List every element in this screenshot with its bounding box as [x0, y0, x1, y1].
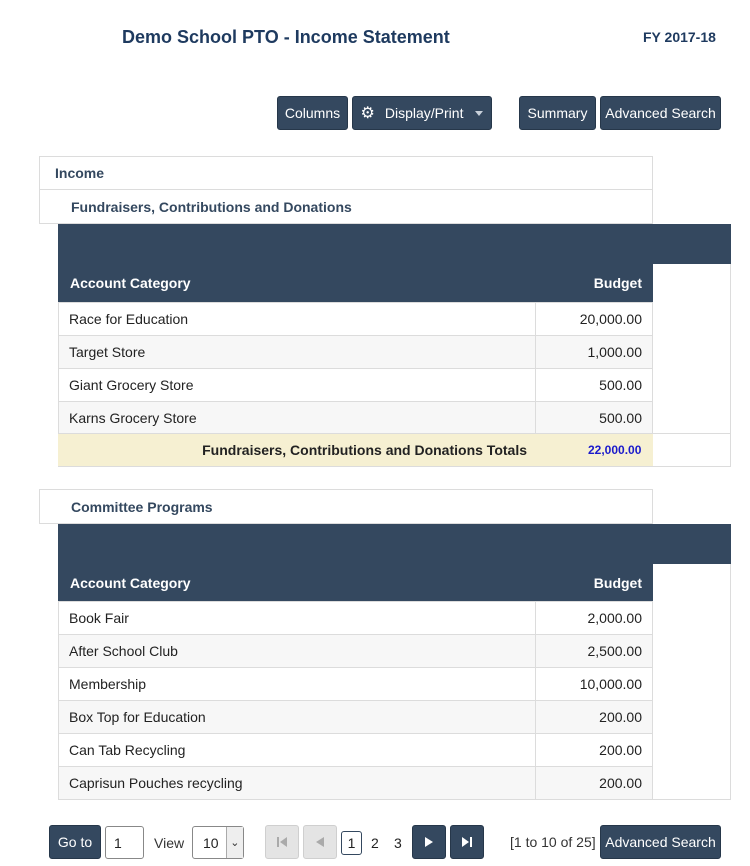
- advanced-search-bottom-button[interactable]: [600, 825, 721, 859]
- table-header: [58, 564, 653, 602]
- section-heading: Committee Programs: [71, 498, 213, 515]
- table-header: [58, 264, 653, 302]
- section-heading: Fundraisers, Contributions and Donations: [71, 198, 352, 215]
- table-row[interactable]: [59, 602, 653, 635]
- totals-label: Fundraisers, Contributions and Donations Totals: [202, 442, 527, 458]
- category-cell: Can Tab Recycling: [59, 734, 536, 767]
- table-row[interactable]: [59, 701, 653, 734]
- columns-button[interactable]: [277, 96, 348, 130]
- first-page-button[interactable]: [265, 825, 299, 859]
- table-row[interactable]: [59, 369, 653, 402]
- view-label: View: [154, 835, 185, 851]
- advanced-search-bottom-label: Advanced Search: [605, 834, 716, 850]
- go-to-button[interactable]: [49, 825, 101, 859]
- previous-page-icon: [313, 835, 327, 849]
- table-right-border: [730, 564, 731, 800]
- rows-per-page-select[interactable]: [192, 826, 244, 859]
- fundraisers-table: [58, 302, 653, 435]
- table-row[interactable]: [59, 336, 653, 369]
- col-budget[interactable]: Budget: [593, 575, 642, 591]
- totals-right-border: [730, 433, 731, 467]
- page-number-input[interactable]: [105, 826, 144, 859]
- category-cell: Box Top for Education: [59, 701, 536, 734]
- category-cell: Caprisun Pouches recycling: [59, 767, 536, 800]
- budget-cell: 500.00: [536, 402, 653, 435]
- table-top-bar: [58, 224, 731, 264]
- col-budget[interactable]: Budget: [593, 275, 642, 291]
- advanced-search-label: Advanced Search: [605, 105, 716, 121]
- committee-section: [39, 489, 653, 524]
- page-link-current[interactable]: [341, 831, 362, 855]
- chevron-down-icon: [475, 111, 483, 116]
- table-row[interactable]: [59, 767, 653, 800]
- table-row[interactable]: [59, 402, 653, 435]
- advanced-search-button[interactable]: [600, 96, 721, 130]
- table-row[interactable]: [59, 303, 653, 336]
- budget-cell: 2,500.00: [536, 635, 653, 668]
- next-page-button[interactable]: [412, 825, 446, 859]
- previous-page-button[interactable]: [303, 825, 337, 859]
- category-cell: Karns Grocery Store: [59, 402, 536, 435]
- rows-per-page-value: 10: [203, 834, 219, 851]
- table-top-bar: [58, 524, 731, 564]
- category-cell: Book Fair: [59, 602, 536, 635]
- category-cell: Membership: [59, 668, 536, 701]
- table-right-border: [730, 264, 731, 434]
- first-page-icon: [275, 835, 289, 849]
- category-cell: Giant Grocery Store: [59, 369, 536, 402]
- col-account-category[interactable]: Account Category: [70, 575, 191, 591]
- budget-cell: 500.00: [536, 369, 653, 402]
- display-print-label: Display/Print: [384, 105, 464, 121]
- budget-cell: 200.00: [536, 701, 653, 734]
- page-link[interactable]: 2: [371, 835, 379, 851]
- income-heading: Income: [40, 157, 652, 190]
- table-row[interactable]: [59, 668, 653, 701]
- page-link[interactable]: 3: [394, 835, 402, 851]
- category-cell: Target Store: [59, 336, 536, 369]
- budget-cell: 2,000.00: [536, 602, 653, 635]
- columns-button-label: Columns: [284, 105, 341, 121]
- chevron-down-icon: ⌄: [226, 827, 243, 858]
- col-account-category[interactable]: Account Category: [70, 275, 191, 291]
- budget-cell: 20,000.00: [536, 303, 653, 336]
- next-page-icon: [422, 835, 436, 849]
- budget-cell: 10,000.00: [536, 668, 653, 701]
- category-cell: Race for Education: [59, 303, 536, 336]
- budget-cell: 1,000.00: [536, 336, 653, 369]
- fiscal-year: FY 2017-18: [643, 29, 716, 45]
- table-row[interactable]: [59, 635, 653, 668]
- page-title: Demo School PTO - Income Statement: [122, 27, 450, 47]
- gear-icon: ⚙: [360, 105, 375, 122]
- summary-button-label: Summary: [527, 105, 588, 121]
- budget-cell: 200.00: [536, 734, 653, 767]
- budget-cell: 200.00: [536, 767, 653, 800]
- totals-row: [58, 433, 731, 467]
- income-section: [39, 156, 653, 224]
- committee-table: [58, 601, 653, 800]
- last-page-button[interactable]: [450, 825, 484, 859]
- table-row[interactable]: [59, 734, 653, 767]
- category-cell: After School Club: [59, 635, 536, 668]
- range-text: [1 to 10 of 25]: [510, 834, 596, 850]
- last-page-icon: [460, 835, 474, 849]
- summary-button[interactable]: [519, 96, 596, 130]
- page-link-current-label: 1: [347, 835, 356, 851]
- totals-value: 22,000.00: [588, 443, 642, 457]
- page-number-value: 1: [114, 834, 122, 851]
- go-to-label: Go to: [57, 834, 93, 850]
- display-print-button[interactable]: [352, 96, 492, 130]
- table-bottom-border: [653, 799, 731, 800]
